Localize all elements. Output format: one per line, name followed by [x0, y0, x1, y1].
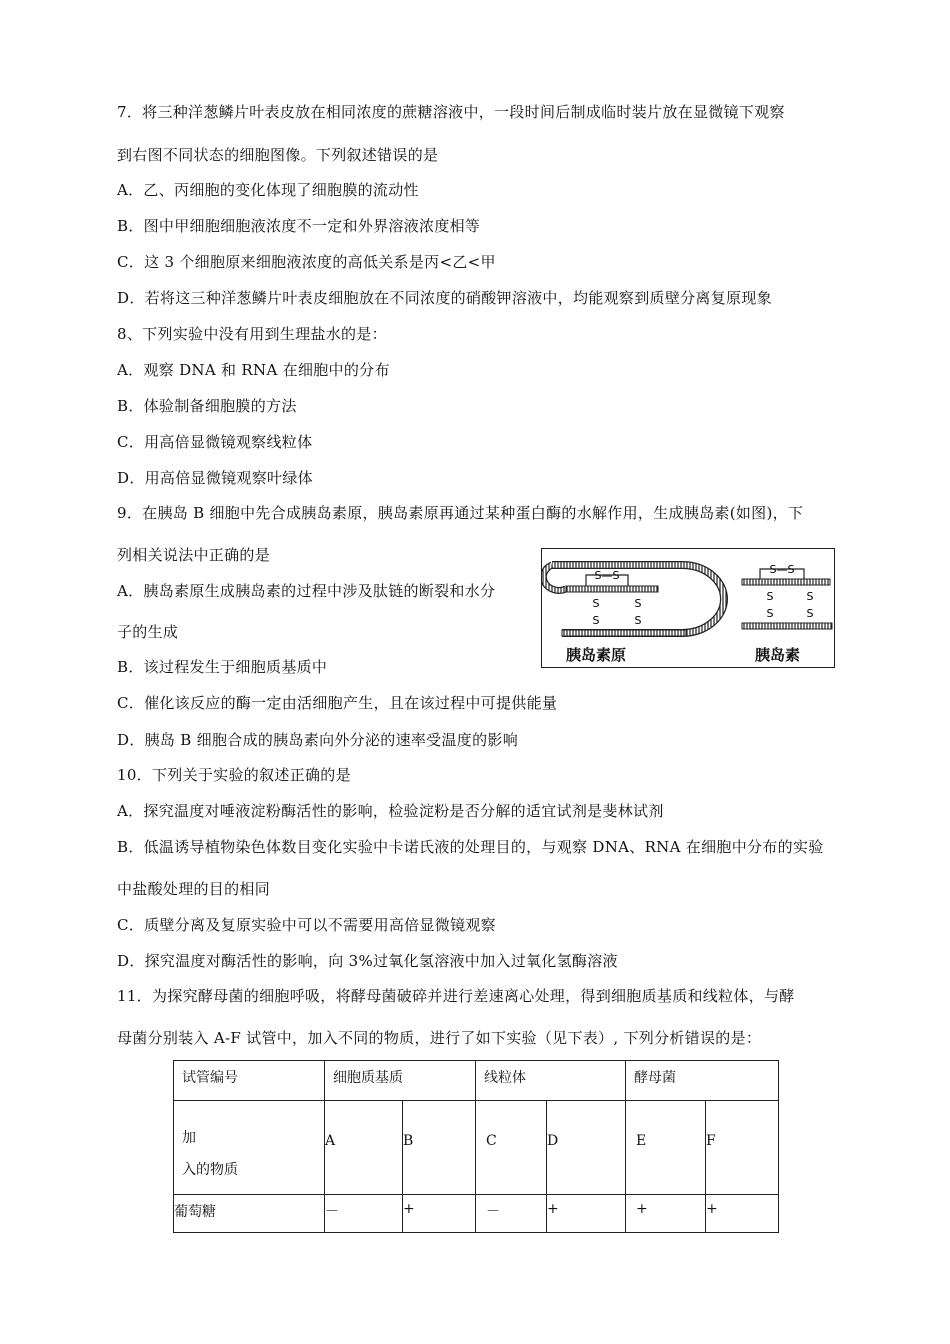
header-tube-number: 试管编号: [174, 1061, 325, 1101]
q7-stem-line1: 7．将三种洋葱鳞片叶表皮放在相同浓度的蔗糖溶液中，一段时间后制成临时装片放在显微镜下观察: [117, 103, 785, 121]
table-row: [174, 1195, 779, 1233]
table-tube-row: [174, 1101, 779, 1195]
q7-option-b: B．图中甲细胞细胞液浓度不一定和外界溶液浓度相等: [117, 217, 481, 235]
q9-stem-line2: 列相关说法中正确的是: [117, 546, 271, 564]
header-group-yeast: 酵母菌: [626, 1061, 779, 1101]
q10-stem: 10．下列关于实验的叙述正确的是: [117, 766, 351, 784]
q10-option-c: C．质壁分离及复原实验中可以不需要用高倍显微镜观察: [117, 916, 496, 934]
q7-stem-line2: 到右图不同状态的细胞图像。下列叙述错误的是: [117, 146, 439, 164]
q10-option-a: A．探究温度对唾液淀粉酶活性的影响，检验淀粉是否分解的适宜试剂是斐林试剂: [117, 802, 664, 820]
q11-stem-line2: 母菌分别装入 A-F 试管中，加入不同的物质，进行了如下实验（见下表）, 下列分析错误的是：: [117, 1029, 762, 1047]
proinsulin-s1-top: S: [592, 597, 600, 610]
q9-option-c: C．催化该反应的酶一定由活细胞产生，且在该过程中可提供能量: [117, 694, 558, 712]
q7-option-a: A．乙、丙细胞的变化体现了细胞膜的流动性: [117, 181, 419, 199]
q11-stem-line1: 11．为探究酵母菌的细胞呼吸，将酵母菌破碎并进行差速离心处理，得到细胞质基质和线粒体，与酵: [117, 987, 795, 1005]
q7-option-c: C．这 3 个细胞原来细胞液浓度的高低关系是丙<乙<甲: [117, 253, 496, 271]
insulin-figure: [541, 548, 835, 668]
insulin-a-chain: [742, 579, 830, 585]
row-label-glucose: 葡萄糖: [174, 1195, 325, 1233]
q9-option-a-line1: A．胰岛素原生成胰岛素的过程中涉及肽链的断裂和水分: [117, 582, 496, 600]
insulin-s2-top: S: [806, 590, 814, 603]
proinsulin-s2-bottom: S: [634, 614, 642, 627]
q8-option-c: C．用高倍显微镜观察线粒体: [117, 433, 313, 451]
row-label-added-substance: 加 入的物质: [174, 1101, 325, 1195]
q8-option-a: A．观察 DNA 和 RNA 在细胞中的分布: [117, 361, 390, 379]
cell-d-glucose: +: [547, 1195, 626, 1233]
cell-b-glucose: +: [403, 1195, 476, 1233]
insulin-s1-top: S: [766, 590, 774, 603]
tube-e: E: [626, 1101, 706, 1195]
q10-option-d: D．探究温度对酶活性的影响，向 3%过氧化氢溶液中加入过氧化氢酶溶液: [117, 952, 618, 970]
q10-option-b-line2: 中盐酸处理的目的相同: [117, 880, 271, 898]
figure-label-insulin: 胰岛素: [755, 646, 801, 664]
header-group-mitochondria: 线粒体: [476, 1061, 626, 1101]
table-header-row: [174, 1061, 779, 1101]
insulin-b-chain: [742, 623, 832, 629]
q9-option-b: B．该过程发生于细胞质基质中: [117, 658, 328, 676]
cell-a-glucose: －: [325, 1195, 403, 1233]
q9-option-d: D．胰岛 B 细胞合成的胰岛素向外分泌的速率受温度的影响: [117, 731, 518, 749]
cell-c-glucose: －: [476, 1195, 547, 1233]
q8-option-d: D．用高倍显微镜观察叶绿体: [117, 469, 313, 487]
tube-b: B: [403, 1101, 476, 1195]
proinsulin-intra-bond: S—S: [594, 569, 620, 582]
cell-e-glucose: +: [626, 1195, 706, 1233]
q7-option-d: D．若将这三种洋葱鳞片叶表皮细胞放在不同浓度的硝酸钾溶液中，均能观察到质壁分离复原现象: [117, 289, 772, 307]
tube-d: D: [547, 1101, 626, 1195]
q9-stem-line1: 9．在胰岛 B 细胞中先合成胰岛素原，胰岛素原再通过某种蛋白酶的水解作用，生成胰岛素(如图)，下: [117, 504, 804, 522]
tube-f: F: [706, 1101, 779, 1195]
proinsulin-s1-bottom: S: [592, 614, 600, 627]
q10-option-b-line1: B．低温诱导植物染色体数目变化实验中卡诺氏液的处理目的，与观察 DNA、RNA 在细胞中分布的实验: [117, 838, 824, 856]
insulin-intra-bond: S—S: [769, 563, 795, 576]
insulin-s1-bottom: S: [766, 607, 774, 620]
cell-f-glucose: +: [706, 1195, 779, 1233]
q9-option-a-line2: 子的生成: [117, 623, 179, 641]
insulin-s2-bottom: S: [806, 607, 814, 620]
tube-a: A: [325, 1101, 403, 1195]
q8-option-b: B．体验制备细胞膜的方法: [117, 397, 297, 415]
figure-label-proinsulin: 胰岛素原: [566, 646, 627, 664]
proinsulin-a-chain: [566, 586, 658, 592]
q8-stem: 8、下列实验中没有用到生理盐水的是：: [117, 325, 387, 343]
experiment-table: [173, 1060, 779, 1233]
tube-c: C: [476, 1101, 547, 1195]
proinsulin-b-chain: [562, 630, 686, 636]
proinsulin-s2-top: S: [634, 597, 642, 610]
header-group-cytoplasm: 细胞质基质: [325, 1061, 476, 1101]
